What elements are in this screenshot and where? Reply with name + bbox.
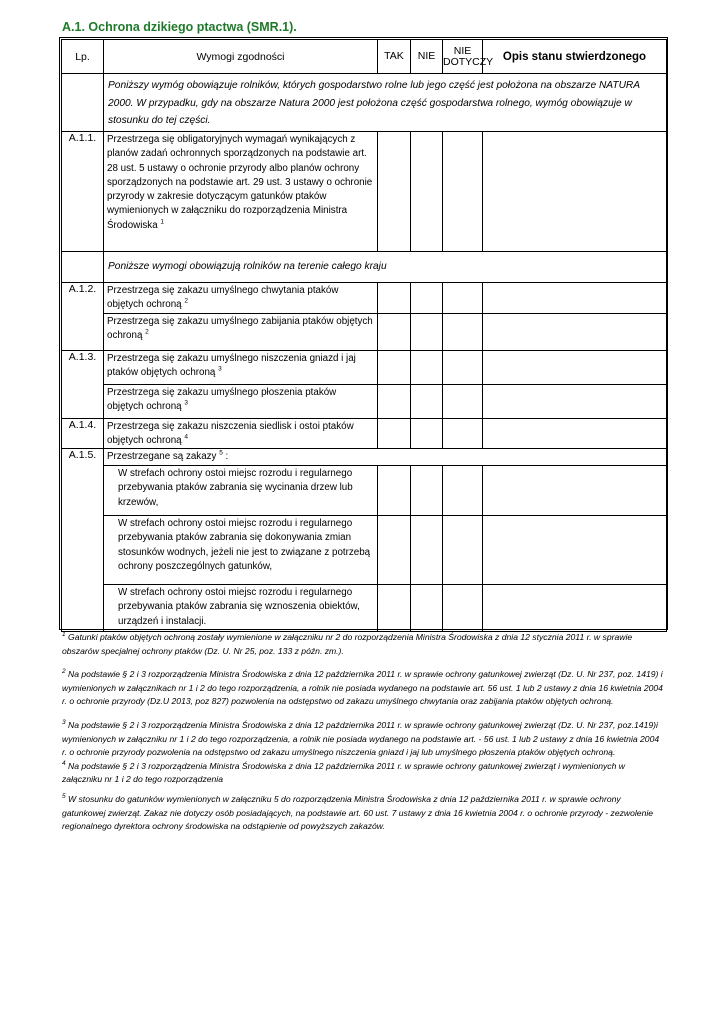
requirement-a11-text: Przestrzega się obligatoryjnych wymagań wynikających z planów zadań ochronnych sporządzonych na podstawie art. 28 ust. 5 ustawy o ochronie przyrody albo planów ochrony sporządzonych na podstawie art. 29 ust. 3 ustawy o ochronie przyrody w zakresie dotyczącym gatunków ptaków wymienionych w załączniku do rozporządzenia Ministra Środowiska: [107, 134, 373, 231]
nie-checkbox-a15-1[interactable]: [411, 466, 443, 516]
kraj-note-row: [62, 252, 667, 283]
row-lp-a12: A.1.2.: [62, 283, 104, 351]
nie-dotyczy-checkbox-a14[interactable]: [443, 418, 483, 449]
requirement-a13-2-text: Przestrzega się zakazu umyślnego płoszenia ptaków objętych ochroną: [107, 386, 337, 412]
requirement-a15-intro: [104, 449, 667, 466]
requirement-a12-2-text: Przestrzega się zakazu umyślnego zabijania ptaków objętych ochroną: [107, 315, 373, 341]
page-title: A.1. Ochrona dzikiego ptactwa (SMR.1).: [62, 20, 297, 34]
requirement-a15-3: W strefach ochrony ostoi miejsc rozrodu i regularnego przebywania ptaków zabrania się wznoszenia obiektów, urządzeń i instalacji.: [104, 585, 378, 632]
header-nie-dotyczy-line1: NIE: [453, 44, 472, 57]
tak-checkbox-a14[interactable]: [378, 418, 411, 449]
requirement-a11: [104, 132, 378, 252]
row-lp-a11: A.1.1.: [62, 132, 104, 252]
requirement-a15-intro-text: Przestrzegane są zakazy: [107, 451, 217, 463]
footnote-text: Gatunki ptaków objętych ochroną zostały wymienione w załączniku nr 2 do rozporządzenia Ministra Środowiska z dnia 12 stycznia 2011 r. w sprawie obszarów specjalnej ochrony ptaków (Dz. U. Nr 25, poz. 133 z późn. zm.).: [62, 632, 633, 656]
footnote-2: [62, 668, 666, 709]
footnote-1: [62, 631, 666, 658]
requirement-a13-1-text: Przestrzega się zakazu umyślnego niszczenia gniazd i jaj ptaków objętych ochroną: [107, 352, 356, 378]
footnote-ref: 4: [184, 433, 188, 441]
row-lp-a15: A.1.5.: [62, 449, 104, 632]
table-row: [62, 516, 667, 585]
opis-field-a15-1[interactable]: [483, 466, 667, 516]
nie-dotyczy-checkbox-a12-1[interactable]: [443, 283, 483, 314]
tak-checkbox-a13-2[interactable]: [378, 384, 411, 418]
nie-checkbox-a12-1[interactable]: [411, 283, 443, 314]
requirement-a15-2: W strefach ochrony ostoi miejsc rozrodu i regularnego przebywania ptaków zabrania się dokonywania zmian stosunków wodnych, jeżeli nie jest to związane z potrzebą ochrony poszczególnych gatunków,: [104, 516, 378, 585]
requirement-a13-2: [104, 384, 378, 418]
footnote-number: 1: [62, 631, 66, 639]
opis-field-a15-3[interactable]: [483, 585, 667, 632]
table-header-row: [62, 40, 667, 74]
nie-dotyczy-checkbox-a13-1[interactable]: [443, 350, 483, 384]
tak-checkbox-a11[interactable]: [378, 132, 411, 252]
footnote-ref: 5: [219, 449, 223, 457]
nie-dotyczy-checkbox-a12-2[interactable]: [443, 313, 483, 350]
opis-field-a13-2[interactable]: [483, 384, 667, 418]
footnote-number: 4: [62, 759, 66, 767]
table-row: [62, 418, 667, 449]
requirement-a12-1-text: Przestrzega się zakazu umyślnego chwytania ptaków objętych ochroną: [107, 285, 339, 311]
tak-checkbox-a12-2[interactable]: [378, 313, 411, 350]
tak-checkbox-a13-1[interactable]: [378, 350, 411, 384]
table-row: [62, 283, 667, 314]
nie-dotyczy-checkbox-a15-3[interactable]: [443, 585, 483, 632]
natura-note: Poniższy wymóg obowiązuje rolników, których gospodarstwo rolne lub jego część jest położona na obszarze NATURA 2000. W przypadku, gdy na obszarze Natura 2000 jest położona część gospodarstwa rolnego, wymóg obowiązuje w stosunku do tej części.: [104, 74, 667, 132]
nie-checkbox-a15-2[interactable]: [411, 516, 443, 585]
footnote-5: [62, 793, 666, 834]
footnote-number: 5: [62, 793, 66, 801]
footnote-number: 2: [62, 668, 66, 676]
footnote-text: W stosunku do gatunków wymienionych w załączniku 5 do rozporządzenia Ministra Środowiska z dnia 12 października 2011 r. w sprawie ochrony gatunkowej zwierząt. Zakaz nie dotyczy osób posiadających, na podstawie art. 60 ust. 7 ustawy z dnia 16 kwietnia 2004 r. o ochronie przyrody - zezwolenie regionalnego dyrektora ochrony środowiska na odstąpienie od powyższych zakazów.: [62, 793, 654, 832]
footnote-text: Na podstawie § 2 i 3 rozporządzenia Ministra Środowiska z dnia 12 października 2011 r. w sprawie ochrony gatunkowej zwierząt i wymienionych w załączniku nr 1 i 2 do tego rozporządzenia: [62, 760, 625, 785]
nie-checkbox-a13-2[interactable]: [411, 384, 443, 418]
footnote-ref: 2: [184, 298, 188, 306]
footnote-ref: 2: [145, 328, 149, 336]
footnote-number: 3: [62, 719, 66, 727]
opis-field-a12-2[interactable]: [483, 313, 667, 350]
footnote-ref: 3: [218, 365, 222, 373]
nie-checkbox-a14[interactable]: [411, 418, 443, 449]
requirement-a14-text: Przestrzega się zakazu niszczenia siedlisk i ostoi ptaków objętych ochroną: [107, 420, 354, 446]
header-nie-dotyczy-line2: DOTYCZY: [443, 55, 494, 68]
nie-dotyczy-checkbox-a15-1[interactable]: [443, 466, 483, 516]
requirement-a14: [104, 418, 378, 449]
natura-note-row: [62, 74, 667, 132]
header-lp: Lp.: [62, 40, 104, 74]
header-wymogi: Wymogi zgodności: [104, 40, 378, 74]
header-nie-dotyczy: [443, 40, 494, 74]
table-row: [62, 350, 667, 384]
opis-field-a13-1[interactable]: [483, 350, 667, 384]
requirement-a12-2: [104, 313, 378, 350]
empty-lp-cell: [62, 74, 104, 132]
header-opis: Opis stanu stwierdzonego: [483, 40, 667, 74]
nie-checkbox-a11[interactable]: [411, 132, 443, 252]
nie-dotyczy-checkbox-a13-2[interactable]: [443, 384, 483, 418]
table-row: [62, 585, 667, 632]
table-row: [62, 313, 667, 350]
nie-dotyczy-checkbox-a15-2[interactable]: [443, 516, 483, 585]
footnote-text: Na podstawie § 2 i 3 rozporządzenia Ministra Środowiska z dnia 12 października 2011 r. w sprawie ochrony gatunkowej zwierząt (Dz. U. Nr 237, poz. 1419) i wymienionych w załącznikach nr 1 i 2 do tego rozporządzenia, a rolnik nie posiada wydanego na podstawie art. 56 ust. 1 lub 2 ustawy z dnia 16 kwietnia 2004 r. o ochronie przyrody (Dz.U 2013, poz 827) pozwolenia na odstępstwo od zakazu umyślnego chwytania oraz zabijania ptaków objętych ochroną.: [62, 669, 663, 707]
nie-checkbox-a12-2[interactable]: [411, 313, 443, 350]
header-tak: TAK: [378, 40, 411, 74]
tak-checkbox-a15-3[interactable]: [378, 585, 411, 632]
tak-checkbox-a12-1[interactable]: [378, 283, 411, 314]
requirement-a12-1: [104, 283, 378, 314]
header-nie: NIE: [411, 40, 443, 74]
intro-colon: :: [222, 451, 229, 463]
opis-field-a14[interactable]: [483, 418, 667, 449]
requirement-a15-1: W strefach ochrony ostoi miejsc rozrodu i regularnego przebywania ptaków zabrania się wycinania drzew lub krzewów,: [104, 466, 378, 516]
footnote-ref: 1: [160, 218, 164, 226]
footnote-ref: 3: [184, 399, 188, 407]
compliance-table: [61, 39, 667, 632]
nie-dotyczy-checkbox-a11[interactable]: [443, 132, 483, 252]
opis-field-a11[interactable]: [483, 132, 667, 252]
tak-checkbox-a15-1[interactable]: [378, 466, 411, 516]
nie-checkbox-a15-3[interactable]: [411, 585, 443, 632]
footnote-text: Na podstawie § 2 i 3 rozporządzenia Ministra Środowiska z dnia 12 października 2011 r. w sprawie ochrony gatunkowej zwierząt (Dz. U. Nr 237, poz.1419)i wymienionych w załączniku nr 1 i 2 do tego rozporządzenia, a rolnik nie posiada wydanego na podstawie art. - 56 ust. 1 lub 2 ustawy z dnia 16 kwietnia 2004 r. o ochronie przyrody pozwolenia na odstępstwo od zakazu umyślnego niszczenia gniazd i jaj lub umyślnego płoszenia ptaków objętych ochroną.: [62, 719, 660, 758]
footnotes: [62, 631, 666, 834]
opis-field-a12-1[interactable]: [483, 283, 667, 314]
table-row: [62, 449, 667, 466]
footnote-4: [62, 760, 666, 787]
table-row: [62, 384, 667, 418]
row-lp-a13: A.1.3.: [62, 350, 104, 418]
tak-checkbox-a15-2[interactable]: [378, 516, 411, 585]
table-row: [62, 132, 667, 252]
table-row: [62, 466, 667, 516]
empty-lp-cell: [62, 252, 104, 283]
nie-checkbox-a13-1[interactable]: [411, 350, 443, 384]
opis-field-a15-2[interactable]: [483, 516, 667, 585]
kraj-note: Poniższe wymogi obowiązują rolników na terenie całego kraju: [104, 252, 667, 283]
requirement-a13-1: [104, 350, 378, 384]
row-lp-a14: A.1.4.: [62, 418, 104, 449]
footnote-3: [62, 719, 666, 760]
